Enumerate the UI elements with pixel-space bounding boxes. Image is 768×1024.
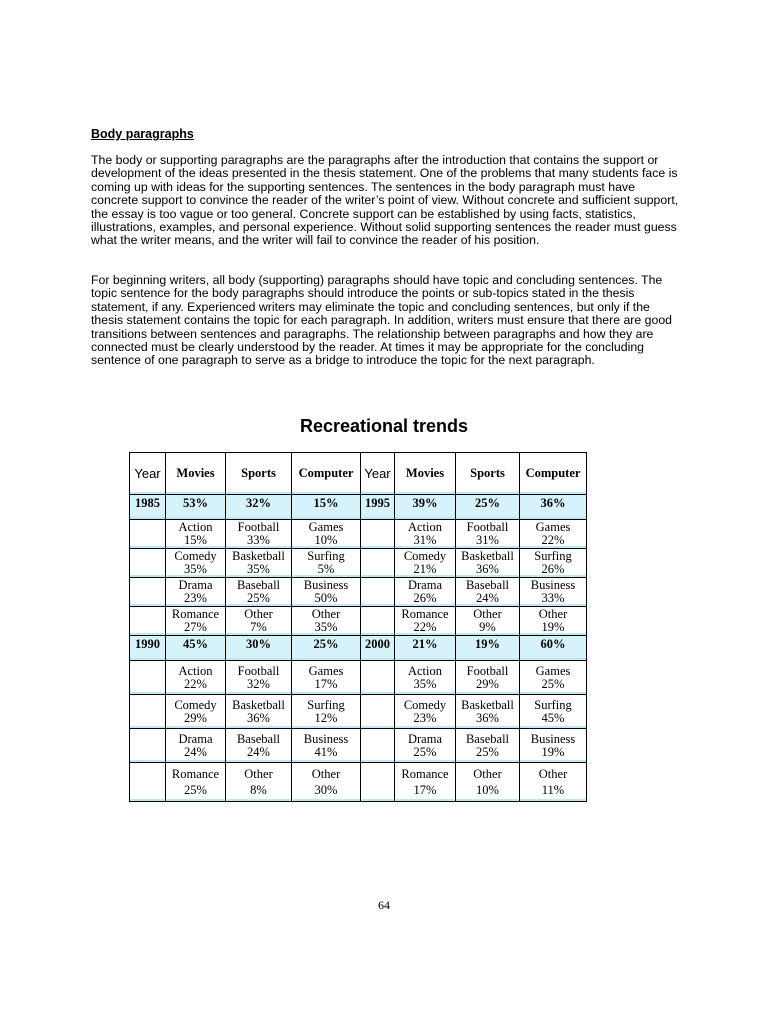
category-percent: 10%	[314, 533, 338, 547]
table-row	[130, 520, 587, 549]
category-name: Action	[178, 520, 213, 534]
year-totals-row	[130, 636, 587, 661]
category-cell	[226, 549, 292, 578]
category-cell	[395, 661, 456, 695]
category-percent: 41%	[314, 744, 338, 759]
category-percent: 10%	[476, 783, 499, 797]
table-row	[130, 695, 587, 729]
category-name: Romance	[401, 607, 449, 621]
column-header-sports: Sports	[226, 453, 292, 495]
category-percent: 30%	[314, 783, 338, 797]
category-percent: 25%	[247, 591, 270, 605]
category-cell	[456, 578, 520, 607]
empty-year-cell	[361, 578, 395, 607]
category-name: Football	[237, 663, 280, 678]
category-name: Other	[244, 767, 273, 781]
category-name: Action	[407, 520, 443, 534]
category-percent: 36%	[476, 562, 499, 576]
category-cell	[292, 607, 361, 636]
category-percent: 23%	[413, 710, 437, 725]
category-name: Other	[473, 607, 502, 621]
category-name: Action	[407, 663, 443, 678]
category-percent: 25%	[541, 676, 565, 691]
column-header-year: Year	[130, 453, 166, 495]
empty-year-cell	[130, 695, 166, 729]
column-header-movies: Movies	[395, 453, 456, 495]
category-cell	[456, 520, 520, 549]
category-percent: 21%	[413, 562, 437, 576]
category-name: Games	[535, 520, 571, 534]
category-percent: 27%	[184, 620, 207, 634]
table-header-row	[130, 453, 587, 495]
category-percent: 24%	[184, 744, 207, 759]
category-cell	[226, 661, 292, 695]
table-row	[130, 729, 587, 763]
category-percent: 29%	[184, 710, 207, 725]
category-name: Business	[530, 578, 576, 592]
category-cell	[520, 520, 587, 549]
category-percent: 24%	[247, 744, 270, 759]
total-cell: 39%	[395, 495, 456, 520]
category-name: Other	[311, 607, 341, 621]
category-cell	[456, 661, 520, 695]
category-cell	[292, 578, 361, 607]
category-percent: 31%	[413, 533, 437, 547]
year-cell: 1995	[361, 495, 395, 520]
category-cell	[166, 578, 226, 607]
category-name: Basketball	[461, 697, 514, 712]
category-cell	[292, 695, 361, 729]
empty-year-cell	[130, 549, 166, 578]
category-name: Other	[311, 767, 341, 781]
category-cell	[456, 607, 520, 636]
total-cell: 25%	[456, 495, 520, 520]
column-header-computer: Computer	[292, 453, 361, 495]
category-name: Baseball	[465, 731, 510, 746]
total-cell: 45%	[166, 636, 226, 661]
category-name: Surfing	[307, 549, 345, 563]
empty-year-cell	[361, 729, 395, 763]
category-cell	[520, 695, 587, 729]
category-name: Games	[308, 520, 344, 534]
category-cell	[292, 520, 361, 549]
category-percent: 12%	[314, 710, 338, 725]
category-cell	[520, 763, 587, 802]
category-percent: 29%	[476, 676, 499, 691]
category-name: Football	[237, 520, 280, 534]
category-name: Comedy	[403, 697, 447, 712]
category-cell	[226, 520, 292, 549]
category-percent: 25%	[184, 783, 207, 797]
category-name: Romance	[171, 607, 220, 621]
category-cell	[292, 661, 361, 695]
body-paragraph-2: For beginning writers, all body (supporting) paragraphs should have topic and concluding sentences. The topic sentence for the body paragraphs should introduce the points or sub-topics stated in the thesis statement, if any. Experienced writers may eliminate the topic and concluding sentences, but only if the thesis statement contains the topic for each paragraph. In addition, writers must ensure that there are good transitions between sentences and paragraphs. The relationship between paragraphs and how they are connected must be clearly understood by the reader. At times it may be appropriate for the concluding sentence of one paragraph to serve as a bridge to introduce the topic for the next paragraph.	[91, 273, 673, 368]
category-cell	[456, 549, 520, 578]
total-cell: 21%	[395, 636, 456, 661]
empty-year-cell	[361, 520, 395, 549]
category-cell	[520, 729, 587, 763]
category-percent: 11%	[541, 783, 565, 797]
body-paragraph-1: The body or supporting paragraphs are the paragraphs after the introduction that contains the support or development of the ideas presented in the thesis statement. One of the problems that many students face is coming up with ideas for the supporting sentences. The sentences in the body paragraph must have concrete support to convince the reader of the writer’s point of view. Without concrete and sufficient support, the essay is too vague or too general. Concrete support can be established by using facts, statistics, illustrations, examples, and personal experience. Without solid supporting sentences the reader must guess what the writer means, and the writer will fail to convince the reader of his position.	[91, 153, 679, 248]
category-cell	[456, 729, 520, 763]
category-name: Baseball	[236, 731, 281, 746]
category-cell	[520, 607, 587, 636]
category-name: Comedy	[174, 549, 217, 563]
category-cell	[395, 549, 456, 578]
category-name: Business	[530, 731, 576, 746]
year-totals-row	[130, 495, 587, 520]
category-percent: 8%	[250, 783, 267, 797]
column-header-movies: Movies	[166, 453, 226, 495]
empty-year-cell	[130, 661, 166, 695]
table-row	[130, 549, 587, 578]
table-row	[130, 661, 587, 695]
category-percent: 17%	[413, 783, 437, 797]
category-name: Drama	[407, 731, 442, 746]
category-name: Other	[244, 607, 273, 621]
table-title: Recreational trends	[299, 416, 469, 436]
total-cell: 30%	[226, 636, 292, 661]
category-percent: 15%	[184, 533, 207, 547]
empty-year-cell	[130, 729, 166, 763]
category-cell	[520, 661, 587, 695]
category-percent: 23%	[184, 591, 207, 605]
category-percent: 33%	[541, 591, 565, 605]
category-name: Drama	[178, 578, 213, 592]
total-cell: 19%	[456, 636, 520, 661]
category-percent: 22%	[413, 620, 437, 634]
category-name: Drama	[178, 731, 213, 746]
category-name: Baseball	[465, 578, 510, 592]
category-percent: 32%	[247, 676, 270, 691]
category-percent: 35%	[247, 562, 270, 576]
category-percent: 5%	[317, 562, 335, 576]
category-percent: 45%	[541, 710, 565, 725]
category-cell	[456, 695, 520, 729]
category-cell	[166, 607, 226, 636]
category-cell	[292, 729, 361, 763]
category-cell	[226, 695, 292, 729]
category-percent: 25%	[413, 744, 437, 759]
category-name: Romance	[171, 767, 220, 781]
category-cell	[166, 549, 226, 578]
column-header-sports: Sports	[456, 453, 520, 495]
category-percent: 35%	[413, 676, 437, 691]
page-number: 64	[378, 898, 390, 912]
category-percent: 33%	[247, 533, 270, 547]
column-header-year: Year	[361, 453, 395, 495]
empty-year-cell	[361, 763, 395, 802]
table-row	[130, 578, 587, 607]
category-percent: 36%	[476, 710, 499, 725]
empty-year-cell	[130, 578, 166, 607]
recreational-trends-table	[129, 452, 587, 802]
category-cell	[166, 520, 226, 549]
category-name: Drama	[407, 578, 442, 592]
category-cell	[395, 763, 456, 802]
category-percent: 22%	[184, 676, 207, 691]
category-name: Baseball	[236, 578, 281, 592]
category-percent: 26%	[541, 562, 565, 576]
category-percent: 35%	[184, 562, 207, 576]
empty-year-cell	[361, 607, 395, 636]
category-cell	[395, 695, 456, 729]
total-cell: 15%	[292, 495, 361, 520]
category-name: Basketball	[461, 549, 514, 563]
category-percent: 7%	[250, 620, 267, 634]
category-percent: 35%	[314, 620, 338, 634]
year-cell: 2000	[361, 636, 395, 661]
category-name: Surfing	[307, 697, 345, 712]
category-percent: 19%	[541, 620, 565, 634]
category-name: Comedy	[403, 549, 447, 563]
category-name: Surfing	[534, 697, 572, 712]
section-heading: Body paragraphs	[91, 127, 194, 141]
category-name: Games	[308, 663, 344, 678]
total-cell: 36%	[520, 495, 587, 520]
total-cell: 60%	[520, 636, 587, 661]
category-cell	[166, 763, 226, 802]
category-cell	[456, 763, 520, 802]
category-cell	[166, 695, 226, 729]
category-percent: 24%	[476, 591, 499, 605]
category-name: Other	[538, 607, 568, 621]
category-cell	[292, 549, 361, 578]
column-header-computer: Computer	[520, 453, 587, 495]
category-percent: 50%	[314, 591, 338, 605]
category-name: Basketball	[232, 549, 285, 563]
table-row	[130, 607, 587, 636]
category-cell	[520, 549, 587, 578]
category-cell	[292, 763, 361, 802]
category-percent: 31%	[476, 533, 499, 547]
year-cell: 1985	[130, 495, 166, 520]
empty-year-cell	[130, 763, 166, 802]
empty-year-cell	[361, 661, 395, 695]
category-percent: 22%	[541, 533, 565, 547]
category-percent: 26%	[413, 591, 437, 605]
empty-year-cell	[130, 607, 166, 636]
category-name: Basketball	[232, 697, 285, 712]
category-name: Games	[535, 663, 571, 678]
category-name: Business	[303, 578, 349, 592]
category-cell	[166, 729, 226, 763]
category-percent: 17%	[314, 676, 338, 691]
category-cell	[395, 520, 456, 549]
category-name: Action	[178, 663, 213, 678]
category-cell	[226, 578, 292, 607]
category-name: Comedy	[174, 697, 217, 712]
category-name: Other	[473, 767, 502, 781]
empty-year-cell	[130, 520, 166, 549]
category-cell	[520, 578, 587, 607]
category-percent: 25%	[476, 744, 499, 759]
empty-year-cell	[361, 695, 395, 729]
category-cell	[395, 607, 456, 636]
category-percent: 19%	[541, 744, 565, 759]
category-cell	[395, 578, 456, 607]
year-cell: 1990	[130, 636, 166, 661]
category-percent: 9%	[479, 620, 496, 634]
category-name: Surfing	[534, 549, 572, 563]
table-row	[130, 763, 587, 802]
total-cell: 25%	[292, 636, 361, 661]
empty-year-cell	[361, 549, 395, 578]
category-cell	[226, 729, 292, 763]
category-cell	[226, 607, 292, 636]
category-name: Other	[538, 767, 568, 781]
category-cell	[166, 661, 226, 695]
total-cell: 32%	[226, 495, 292, 520]
category-percent: 36%	[247, 710, 270, 725]
total-cell: 53%	[166, 495, 226, 520]
category-name: Football	[466, 520, 509, 534]
category-name: Romance	[401, 767, 449, 781]
category-cell	[226, 763, 292, 802]
category-cell	[395, 729, 456, 763]
category-name: Business	[303, 731, 349, 746]
category-name: Football	[466, 663, 509, 678]
